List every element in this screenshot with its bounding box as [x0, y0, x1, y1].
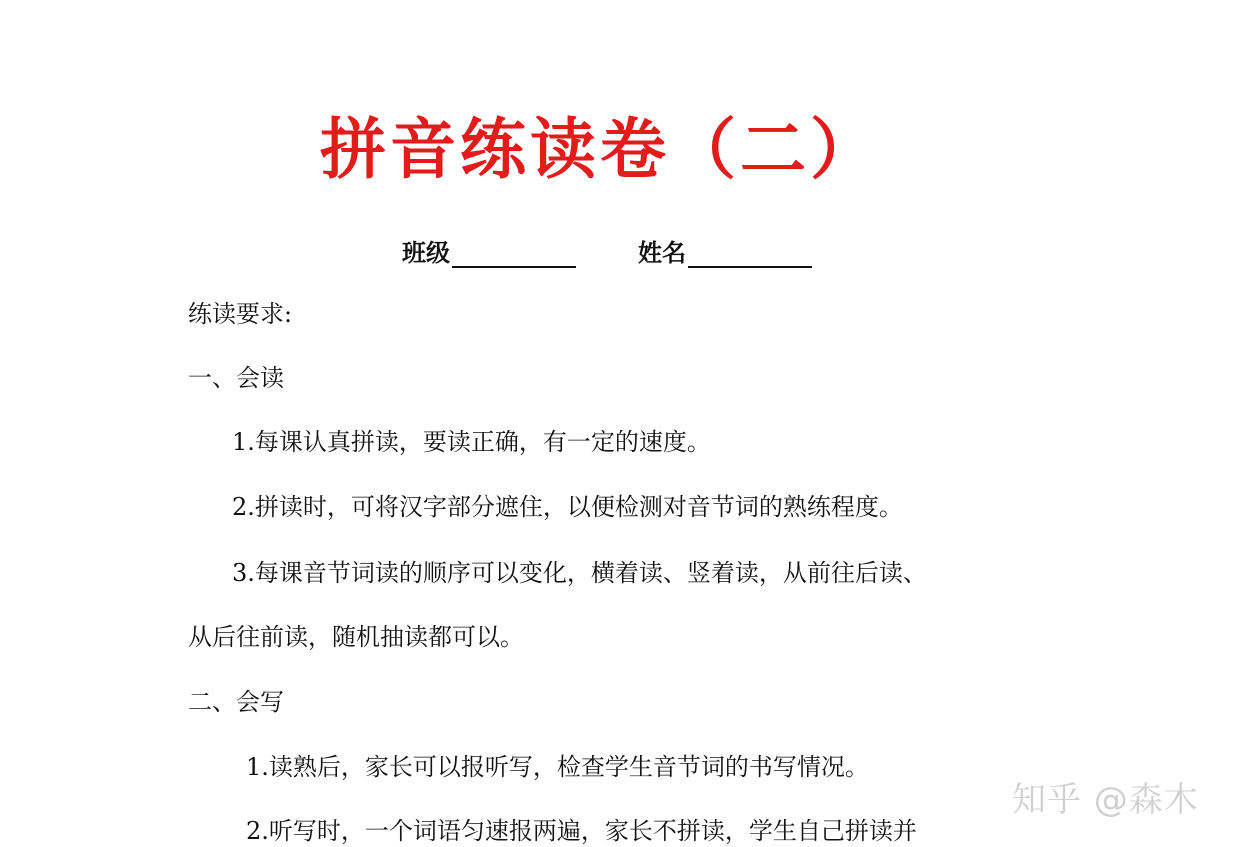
section-heading-read: 一、会读 — [188, 364, 284, 392]
list-item: 2.听写时，一个词语匀速报两遍，家长不拼读，学生自己拼读并 — [246, 817, 917, 845]
requirements-heading: 练读要求: — [188, 300, 293, 328]
name-blank-line — [688, 238, 812, 268]
name-label: 姓名 — [638, 238, 686, 267]
list-item: 2.拼读时，可将汉字部分遮住，以便检测对音节词的熟练程度。 — [232, 493, 903, 521]
document-title: 拼音练读卷（二） — [320, 110, 880, 188]
list-item: 3.每课音节词读的顺序可以变化，横着读、竖着读，从前往后读、 — [232, 559, 927, 587]
list-item-continuation: 从后往前读，随机抽读都可以。 — [188, 623, 524, 651]
list-item: 1.读熟后，家长可以报听写，检查学生音节词的书写情况。 — [246, 753, 869, 781]
list-item: 1.每课认真拼读，要读正确，有一定的速度。 — [232, 428, 711, 456]
section-heading-write: 二、会写 — [188, 688, 284, 716]
class-blank-line — [452, 238, 576, 268]
watermark: 知乎 @森木 — [1012, 780, 1199, 820]
class-name-row — [402, 228, 812, 268]
class-label: 班级 — [402, 238, 450, 267]
